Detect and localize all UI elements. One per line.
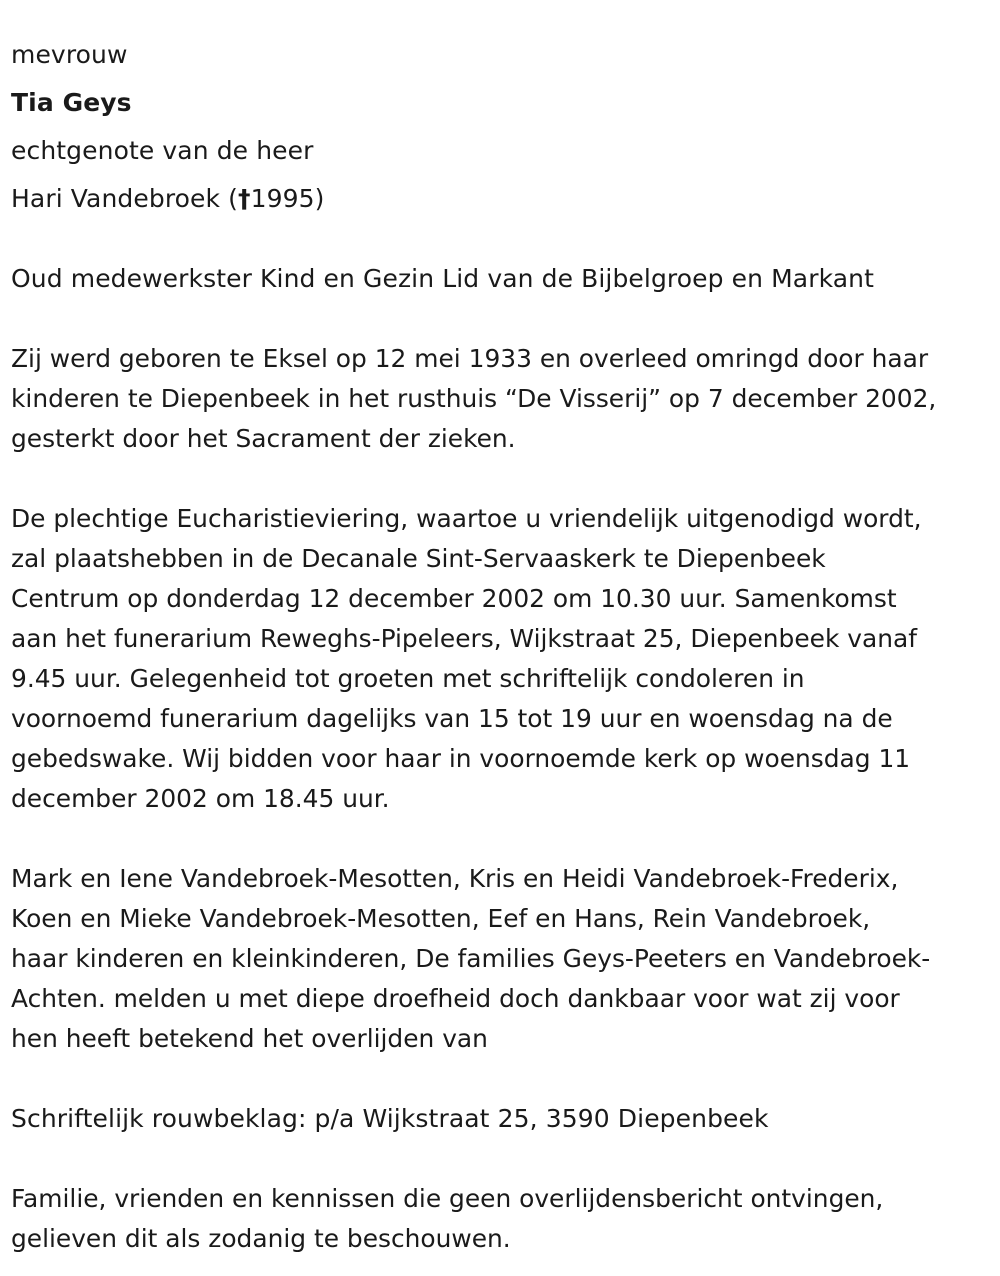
- paragraph-line: gelieven dit als zodanig te beschouwen.: [11, 1224, 511, 1253]
- paragraph-line: zal plaatshebben in de Decanale Sint-Servaaskerk te Diepenbeek: [11, 544, 826, 573]
- title-prefix: mevrouw: [11, 40, 128, 69]
- ceremony-paragraph: [11, 499, 996, 819]
- paragraph-line: aan het funerarium Reweghs-Pipeleers, Wijkstraat 25, Diepenbeek vanaf: [11, 624, 917, 653]
- paragraph-line: december 2002 om 18.45 uur.: [11, 784, 390, 813]
- paragraph-line: kinderen te Diepenbeek in het rusthuis “De Visserij” op 7 december 2002,: [11, 384, 937, 413]
- family-paragraph: [11, 859, 996, 1059]
- paragraph-line: Familie, vrienden en kennissen die geen overlijdensbericht ontvingen,: [11, 1184, 884, 1213]
- roles-line: Oud medewerkster Kind en Gezin Lid van de Bijbelgroep en Markant: [11, 264, 874, 293]
- deceased-name: Tia Geys: [11, 88, 132, 117]
- paragraph-line: 9.45 uur. Gelegenheid tot groeten met schriftelijk condoleren in: [11, 664, 805, 693]
- spouse-line: [11, 179, 325, 219]
- paragraph-line: gebedswake. Wij bidden voor haar in voornoemde kerk op woensdag 11: [11, 744, 911, 773]
- paragraph-line: Centrum op donderdag 12 december 2002 om 10.30 uur. Samenkomst: [11, 584, 897, 613]
- paragraph-line: Mark en Iene Vandebroek-Mesotten, Kris en Heidi Vandebroek-Frederix,: [11, 864, 899, 893]
- paragraph-line: haar kinderen en kleinkinderen, De families Geys-Peeters en Vandebroek-: [11, 944, 931, 973]
- paragraph-line: De plechtige Eucharistieviering, waartoe u vriendelijk uitgenodigd wordt,: [11, 504, 922, 533]
- paragraph-line: Achten. melden u met diepe droefheid doch dankbaar voor wat zij voor: [11, 984, 900, 1013]
- paragraph-line: Zij werd geboren te Eksel op 12 mei 1933 en overleed omringd door haar: [11, 344, 929, 373]
- spouse-year: 1995): [250, 184, 325, 213]
- paragraph-line: gesterkt door het Sacrament der zieken.: [11, 424, 516, 453]
- cross-icon: †: [238, 184, 251, 213]
- closing-paragraph: [11, 1179, 996, 1259]
- paragraph-line: hen heeft betekend het overlijden van: [11, 1024, 488, 1053]
- spouse-name: Hari Vandebroek (: [11, 184, 239, 213]
- paragraph-line: voornoemd funerarium dagelijks van 15 tot 19 uur en woensdag na de: [11, 704, 893, 733]
- birth-death-paragraph: [11, 339, 996, 459]
- address-line: Schriftelijk rouwbeklag: p/a Wijkstraat 25, 3590 Diepenbeek: [11, 1104, 769, 1133]
- spouse-intro: echtgenote van de heer: [11, 136, 314, 165]
- paragraph-line: Koen en Mieke Vandebroek-Mesotten, Eef en Hans, Rein Vandebroek,: [11, 904, 871, 933]
